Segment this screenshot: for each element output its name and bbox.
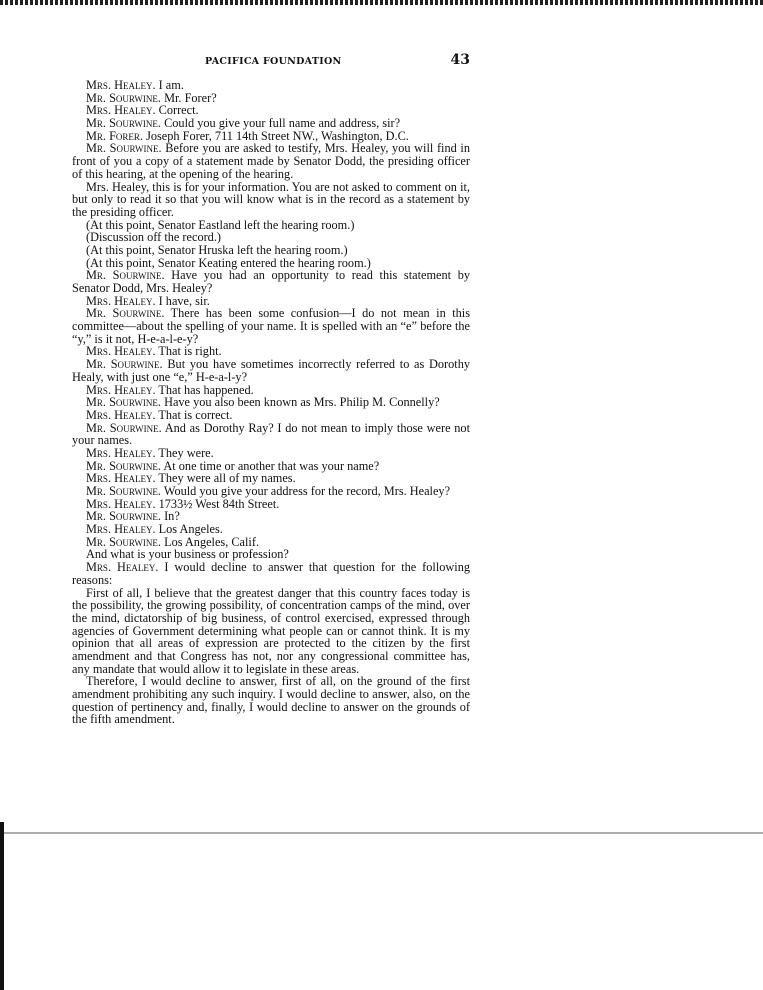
speaker-name: Mr. Sourwine. — [86, 420, 162, 435]
paragraph-text: That is right. — [155, 344, 222, 359]
paragraph-text: Joseph Forer, 711 14th Street NW., Washington, D.C. — [143, 128, 409, 143]
paragraph-text: That has happened. — [155, 382, 254, 397]
paragraph-text: (At this point, Senator Eastland left the hearing room.) — [86, 217, 355, 232]
paragraph-text: In? — [161, 509, 180, 524]
paragraph-text: They were all of my names. — [155, 471, 296, 486]
speaker-name: Mr. Sourwine. — [86, 509, 161, 524]
speaker-name: Mrs. Healey. — [86, 445, 156, 460]
paragraph-text: Before you are asked to testify, Mrs. Healey, you will find in front of you a copy of a statement made by Senator Dodd, the presiding officer of this hearing, at the opening of the hearing. — [72, 141, 470, 181]
paragraph-text: But you have sometimes incorrectly referred to as Dorothy Healy, with just one “e,” H-e-a-l-y? — [72, 357, 470, 384]
speaker-name: Mr. Sourwine. — [86, 484, 161, 498]
page-number: 43 — [450, 52, 470, 68]
transcript-body — [72, 79, 470, 726]
paragraph-text: I have, sir. — [155, 293, 210, 308]
page-header — [72, 54, 470, 70]
running-head: PACIFICA FOUNDATION — [205, 56, 342, 67]
paragraph-text: At one time or another that was your name? — [161, 458, 380, 473]
speaker-name: Mr. Sourwine. — [86, 534, 161, 549]
paragraph-text: That is correct. — [155, 407, 233, 422]
paragraph-text: Mrs. Healey, this is for your information. You are not asked to comment on it, but only to read it so that you will know what is in the record as a statement by the presiding officer. — [72, 179, 470, 219]
transcript-paragraph — [72, 422, 470, 447]
paragraph-text: Los Angeles. — [155, 522, 223, 537]
speaker-name: Mr. Sourwine. — [86, 268, 165, 283]
paragraph-text: Los Angeles, Calif. — [161, 534, 260, 549]
speaker-name: Mrs. Healey. — [86, 522, 156, 537]
speaker-name: Mr. Sourwine. — [86, 116, 161, 131]
paragraph-text: And as Dorothy Ray? I do not mean to imply those were not your names. — [72, 420, 470, 448]
transcript-paragraph — [72, 181, 470, 219]
paragraph-text: 1733½ West 84th Street. — [155, 496, 280, 511]
paragraph-text: I would decline to answer that question for the following reasons: — [72, 560, 470, 587]
paragraph-text: First of all, I believe that the greatest danger that this country faces today is the possibility, the growing possibility, of concentration camps of the mind, over the mind, dictatorship of big business, of control exercised, expressed through agencies of Government determining what people can or cannot think. It is my opinion that all areas of expression are protected to the citizen by the first amendment and that Congress has not, nor any congressional committee has, any mandate that would allow it to legislate in these areas. — [72, 585, 470, 676]
transcript-paragraph — [72, 142, 470, 180]
speaker-name: Mr. Sourwine. — [86, 458, 161, 473]
paragraph-text: And what is your business or profession? — [86, 547, 289, 562]
paragraph-text: Would you give your address for the record, Mrs. Healey? — [161, 484, 451, 498]
top-edge-rule — [0, 0, 763, 5]
scan-left-edge — [0, 822, 4, 990]
transcript-paragraph — [72, 269, 470, 294]
speaker-name: Mrs. Healey. — [86, 407, 156, 422]
transcript-paragraph — [72, 587, 470, 676]
speaker-name: Mr. Sourwine. — [86, 141, 162, 156]
speaker-name: Mrs. Healey. — [86, 103, 156, 118]
speaker-name: Mrs. Healey. — [86, 293, 156, 308]
speaker-name: Mrs. Healey. — [86, 471, 156, 486]
speaker-name: Mrs. Healey. — [86, 382, 156, 397]
transcript-paragraph — [72, 561, 470, 586]
speaker-name: Mr. Sourwine. — [86, 395, 161, 410]
speaker-name: Mrs. Healey. — [86, 344, 156, 359]
speaker-name: Mr. Sourwine. — [86, 357, 163, 372]
transcript-paragraph — [72, 307, 470, 345]
speaker-name: Mr. Sourwine. — [86, 306, 165, 321]
paragraph-text: Have you also been known as Mrs. Philip M. Connelly? — [161, 395, 440, 410]
speaker-name: Mrs. Healey. — [86, 78, 156, 92]
paragraph-text: (At this point, Senator Hruska left the hearing room.) — [86, 242, 348, 257]
scan-edge-line — [0, 832, 763, 834]
transcript-paragraph — [72, 358, 470, 383]
paragraph-text: They were. — [155, 445, 214, 460]
paragraph-text: There has been some confusion—I do not mean in this committee—about the spelling of your name. It is spelled with an “e” before the “y,” is it not, H-e-a-l-e-y? — [72, 306, 470, 346]
transcript-paragraph — [72, 675, 470, 726]
paragraph-text: Therefore, I would decline to answer, first of all, on the ground of the first amendment prohibiting any such inquiry. I would decline to answer, also, on the question of pertinency and, finally, I would decline to answer on the grounds of the fifth amendment. — [72, 674, 470, 727]
paragraph-text: Mr. Forer? — [161, 90, 217, 105]
paragraph-text: I am. — [155, 78, 184, 92]
speaker-name: Mrs. Healey. — [86, 560, 159, 575]
speaker-name: Mr. Sourwine. — [86, 90, 161, 105]
paragraph-text: Could you give your full name and address, sir? — [161, 116, 401, 131]
speaker-name: Mr. Forer. — [86, 128, 144, 143]
speaker-name: Mrs. Healey. — [86, 496, 156, 511]
paragraph-text: (Discussion off the record.) — [86, 230, 222, 245]
paragraph-text: Have you had an opportunity to read this statement by Senator Dodd, Mrs. Healey? — [72, 268, 470, 295]
paragraph-text: (At this point, Senator Keating entered the hearing room.) — [86, 255, 371, 270]
paragraph-text: Correct. — [155, 103, 199, 118]
